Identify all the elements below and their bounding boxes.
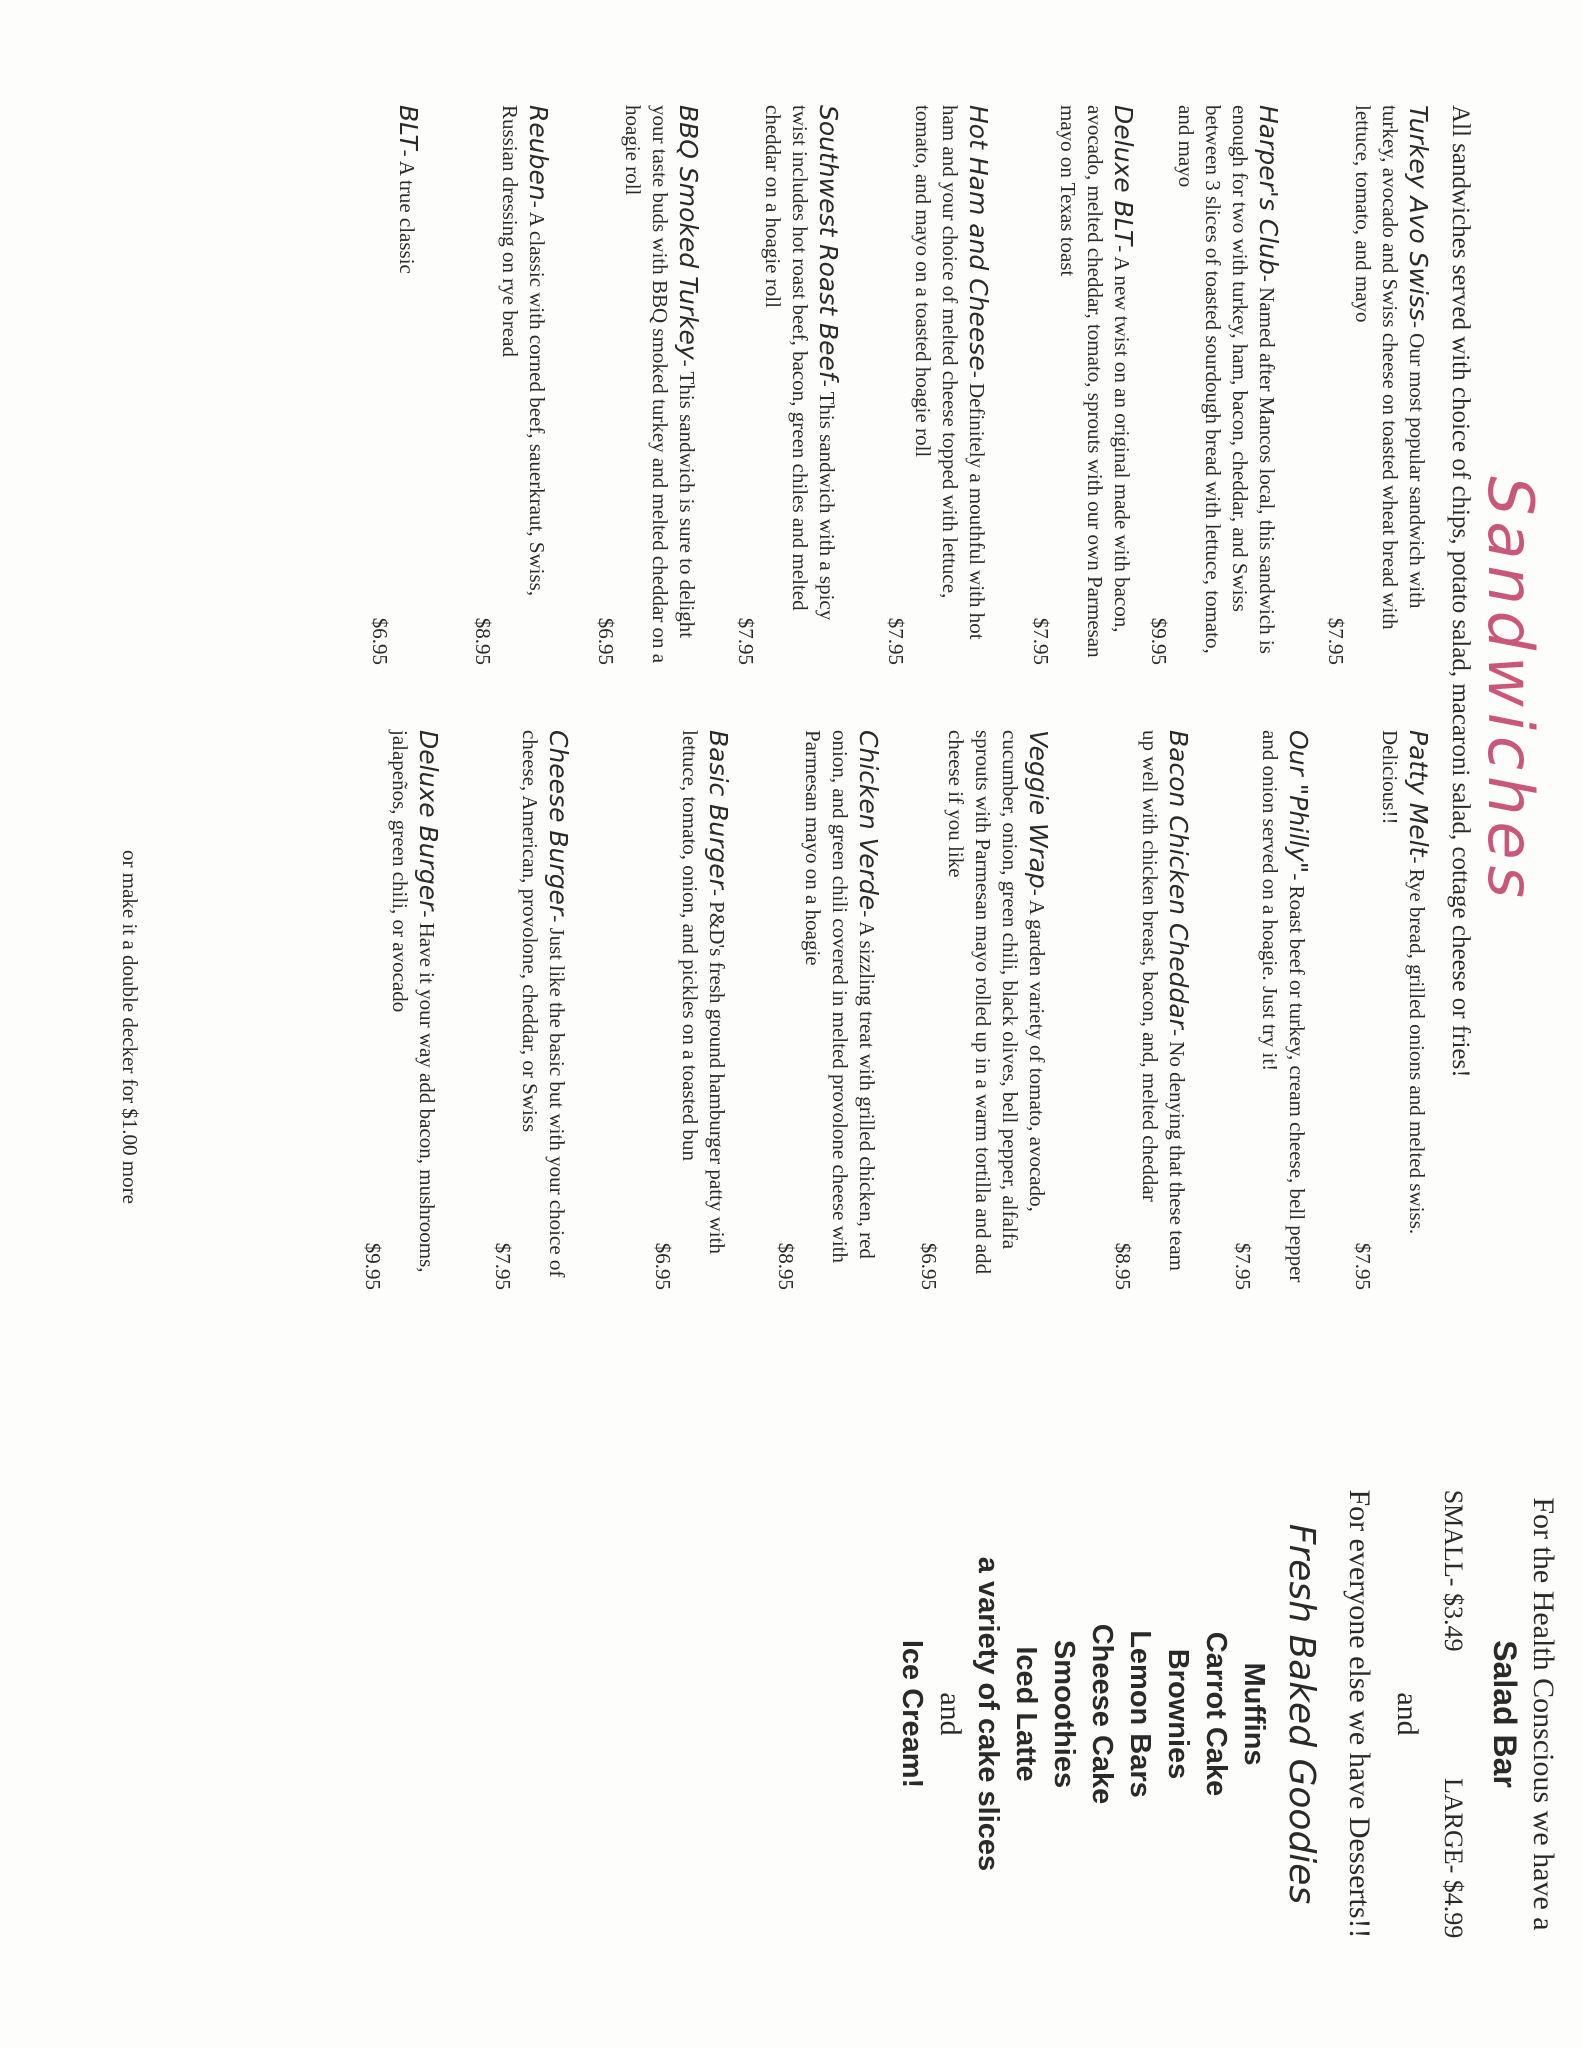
item-name: Southwest Roast Beef [814,105,843,380]
item-description: - Roast beef or turkey, cream cheese, bell pepper and onion served on a hoagie. Just try it! [1258,730,1309,1283]
item-name: Turkey Avo Swiss [1404,105,1433,321]
and-text-2: and [934,1692,967,1736]
left-menu-item [1322,105,1432,665]
item-name: BBQ Smoked Turkey [674,105,703,360]
item-name: Harper's Club [1254,105,1283,275]
right-menu-item [489,730,572,1290]
item-description: - Have it your way add bacon, mushrooms, jalapeños, green chili, or avocado [388,730,439,1273]
item-description: - A garden variety of tomato, avocado, cucumber, onion, green chili, black olives, bell pepper, alfalfa sprouts with Parmesan mayo rolled up in a warm tortilla and add cheese if you like [944,730,1049,1275]
goodie-item: Iced Latte [1010,1646,1042,1782]
goodie-item: Lemon Bars [1124,1630,1156,1798]
item-price: $7.95 [884,617,908,665]
salad-bar-heading: Salad Bar [1487,1640,1523,1788]
right-menu-item [1349,730,1432,1290]
item-description: - A sizzling treat with grilled chicken, red onion, and green chili covered in melted provolone cheese with Parmesan mayo on a hoagie [801,730,879,1263]
item-price: $6.95 [917,1242,941,1290]
right-menu-item [1229,730,1312,1290]
left-menu-item [732,105,842,665]
goodie-item: a variety of cake slices [972,1556,1004,1872]
item-price: $6.95 [594,617,618,665]
side-panel [893,1380,1562,2048]
item-price: $7.95 [1029,617,1053,665]
item-description: - Just like the basic but with your choice of cheese, American, provolone, cheddar, or Swiss [518,730,569,1278]
goodies-list [969,1380,1273,2048]
goodie-item: Brownies [1162,1648,1194,1780]
health-text: For the Health Conscious we have a [1527,1497,1560,1931]
item-description: - No denying that these team up well with chicken breast, bacon, and, melted cheddar [1138,730,1189,1271]
item-name: Bacon Chicken Cheddar [1164,730,1193,1029]
goodie-item: Cheese Cake [1086,1623,1118,1805]
item-description: - Named after Mancos local, this sandwich is enough for two with turkey, ham, bacon, cheddar, and Swiss between 3 slices of toasted sourdough bread with lettuce, tomato, and mayo [1174,105,1279,654]
desserts-text: For everyone else we have Desserts!! [1343,1489,1376,1939]
and-text: and [1391,1692,1424,1736]
right-menu-item [772,730,882,1290]
item-price: $7.95 [491,1242,515,1290]
goodie-item: Smoothies [1048,1639,1080,1789]
item-price: $7.95 [1324,617,1348,665]
left-menu-item [592,105,702,665]
left-menu-item [366,105,422,665]
item-price: $8.95 [1111,1242,1135,1290]
ice-cream-text: Ice Cream! [896,1639,928,1789]
item-price: $7.95 [1231,1242,1255,1290]
left-menu-item [469,105,552,665]
item-price: $9.95 [1147,617,1171,665]
intro-text: All sandwiches served with choice of chips, potato salad, macaroni salad, cottage cheese or fries! [1447,105,1474,1078]
right-menu-item [1109,730,1192,1290]
item-price: $8.95 [774,1242,798,1290]
item-description: - Definitely a mouthful with hot ham and your choice of melted cheese topped with lettuce, tomato, and mayo on a toasted hoagie roll [911,105,989,640]
item-name: Deluxe Burger [414,730,443,911]
item-description: - This sandwich with a spicy twist includes hot roast beef, bacon, green chiles and melted cheddar on a hoagie roll [761,105,839,621]
item-description: - A true classic [395,149,419,274]
left-menu-item [1145,105,1282,665]
item-price: $8.95 [471,617,495,665]
item-description: - Rye bread, grilled onions and melted swiss. Delicious!! [1378,730,1429,1235]
right-menu-item [915,730,1052,1290]
small-price: SMALL- $3.49 [1439,1489,1468,1652]
left-menu-item [882,105,992,665]
item-description: - A new twist on an original made with bacon, avocado, melted cheddar, tomato, sprouts with our own Parmesan mayo on Texas toast [1056,105,1134,658]
goodie-item: Carrot Cake [1200,1631,1232,1797]
item-price: $9.95 [361,1242,385,1290]
item-description: - Our most popular sandwich with turkey, avocado and Swiss cheese on toasted wheat bread with lettuce, tomato, and mayo [1351,105,1429,630]
item-name: Cheese Burger [544,730,573,916]
page-title: Sandwiches [1474,476,1547,904]
item-name: Veggie Wrap [1024,730,1053,889]
item-name: Deluxe BLT [1109,105,1138,246]
large-price: LARGE- $4.99 [1439,1777,1468,1939]
item-description: - P&D's fresh ground hamburger patty with lettuce, tomato, onion, and pickles on a toasted bun [678,730,729,1254]
item-price: $6.95 [651,1242,675,1290]
item-name: Hot Ham and Cheese [964,105,993,371]
item-price: $7.95 [734,617,758,665]
item-name: Chicken Verde [854,730,883,911]
item-price: $7.95 [1351,1242,1375,1290]
right-menu-item [649,730,732,1290]
item-price: $6.95 [368,617,392,665]
goodies-heading: Fresh Baked Goodies [1281,1523,1322,1905]
goodie-item: Muffins [1238,1662,1270,1766]
item-name: Basic Burger [704,730,733,889]
item-description: - This sandwich is sure to delight your taste buds with BBQ smoked turkey and melted cheddar on a hoagie roll [621,105,699,664]
item-name: Patty Melt [1404,730,1433,857]
item-description: - A classic with corned beef, sauerkraut, Swiss, Russian dressing on rye bread [498,105,549,597]
item-name: Our "Philly" [1284,730,1313,874]
double-decker-note: or make it a double decker for $1.00 more [118,850,142,1204]
left-menu-item [1027,105,1137,665]
item-name: Reuben [524,105,553,201]
item-name: BLT [394,105,423,150]
right-menu-item [359,730,442,1290]
